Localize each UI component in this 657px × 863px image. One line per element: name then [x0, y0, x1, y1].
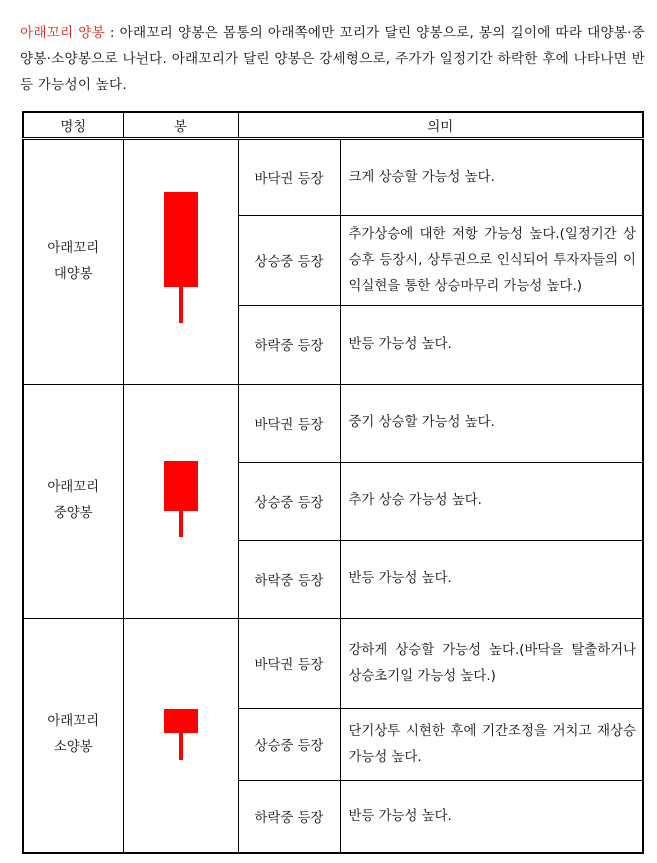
candle-name-line2: 대양봉	[53, 266, 93, 282]
candle-name-line1: 아래꼬리	[47, 714, 100, 730]
candle-stick-cell	[123, 618, 238, 853]
condition-cell: 하락중 등장	[238, 540, 340, 618]
candle-lower-wick	[179, 511, 183, 537]
header-stick: 봉	[123, 112, 238, 139]
candle-name-cell	[23, 139, 123, 385]
meaning-cell: 반등 가능성 높다.	[340, 306, 643, 384]
meaning-cell: 강하게 상승할 가능성 높다.(바닥을 탈출하거나 상승초기일 가능성 높다.)	[340, 618, 643, 708]
table-row	[23, 384, 643, 462]
condition-cell: 상승중 등장	[238, 462, 340, 540]
intro-term: 아래꼬리 양봉	[20, 24, 105, 41]
condition-cell: 바닥권 등장	[238, 139, 340, 216]
candle-lower-wick	[179, 287, 183, 323]
small-bullish-candle-icon	[161, 709, 201, 761]
meaning-cell: 반등 가능성 높다.	[340, 781, 643, 853]
condition-cell: 바닥권 등장	[238, 384, 340, 462]
table-row	[23, 618, 643, 708]
candle-lower-wick	[179, 733, 183, 760]
candle-body	[164, 709, 198, 733]
header-name: 명칭	[23, 112, 123, 139]
candle-stick-cell	[123, 384, 238, 618]
header-meaning: 의미	[238, 112, 643, 139]
candle-name-line1: 아래꼬리	[47, 480, 100, 496]
candle-name-line1: 아래꼬리	[47, 240, 100, 256]
candle-name-line2: 소양봉	[53, 740, 93, 756]
meaning-cell: 추가상승에 대한 저항 가능성 높다.(일정기간 상승후 등장시, 상투권으로 인식되어 투자자들의 이익실현을 통한 상승마무리 가능성 높다.)	[340, 216, 643, 306]
candle-body	[164, 192, 198, 287]
meaning-cell: 중기 상승할 가능성 높다.	[340, 384, 643, 462]
intro-text: : 아래꼬리 양봉은 몸통의 아래쪽에만 꼬리가 달린 양봉으로, 봉의 길이에 따라 대양봉·중양봉·소양봉으로 나뉜다. 아래꼬리가 달린 양봉은 강세형으로, 주가가 일정기간 하락한 후에 나타나면 반등 가능성이 높다.	[20, 24, 645, 93]
condition-cell: 하락중 등장	[238, 781, 340, 853]
condition-cell: 상승중 등장	[238, 216, 340, 306]
table-header-row	[23, 112, 643, 139]
meaning-cell: 추가 상승 가능성 높다.	[340, 462, 643, 540]
candle-stick-cell	[123, 139, 238, 385]
table-row	[23, 139, 643, 216]
candle-pattern-table	[22, 111, 644, 854]
medium-bullish-candle-icon	[161, 461, 201, 541]
meaning-cell: 반등 가능성 높다.	[340, 540, 643, 618]
condition-cell: 상승중 등장	[238, 709, 340, 781]
candle-name-cell	[23, 384, 123, 618]
condition-cell: 하락중 등장	[238, 306, 340, 384]
condition-cell: 바닥권 등장	[238, 618, 340, 708]
meaning-cell: 크게 상승할 가능성 높다.	[340, 139, 643, 216]
candle-name-cell	[23, 618, 123, 853]
candle-name-line2: 중양봉	[53, 506, 93, 522]
candle-body	[164, 461, 198, 511]
meaning-cell: 단기상투 시현한 후에 기간조정을 거치고 재상승 가능성 높다.	[340, 709, 643, 781]
large-bullish-candle-icon	[161, 192, 201, 332]
intro-paragraph	[20, 20, 645, 98]
